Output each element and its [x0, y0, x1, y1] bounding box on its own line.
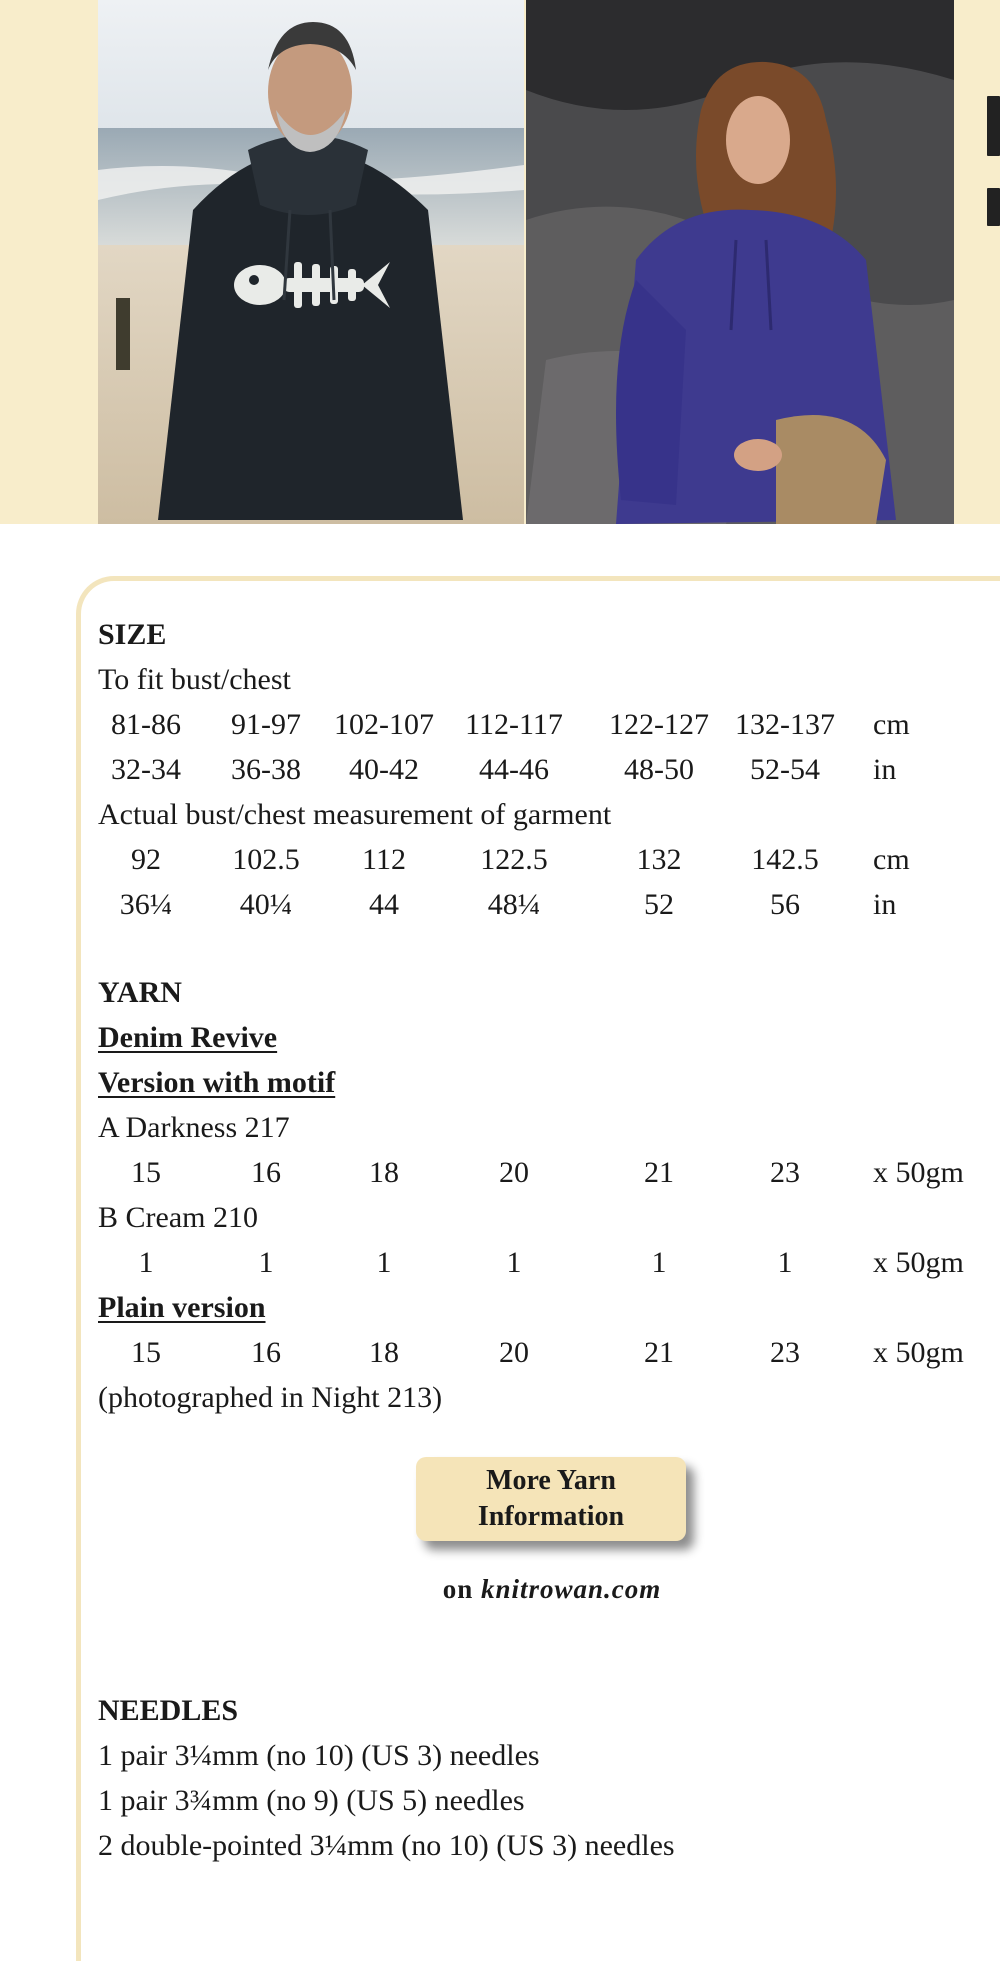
qty-value: 15: [131, 1156, 161, 1189]
qty-value: 15: [131, 1336, 161, 1369]
size-value: 44-46: [479, 753, 549, 786]
size-value: 81-86: [111, 708, 181, 741]
size-value: 52-54: [750, 753, 820, 786]
size-value: 102.5: [232, 843, 300, 876]
qty-value: 1: [506, 1246, 522, 1279]
size-heading: SIZE: [98, 618, 167, 651]
qty-value: 18: [369, 1156, 399, 1189]
unit-label: in: [873, 888, 897, 921]
title-fragment: [987, 96, 1000, 156]
size-value: 122.5: [480, 843, 548, 876]
needle-item: 1 pair 3¼mm (no 10) (US 3) needles: [98, 1739, 540, 1772]
photographed-note: (photographed in Night 213): [98, 1381, 443, 1414]
fit-in-row: [0, 750, 1000, 790]
qty-unit: x 50gm: [873, 1336, 964, 1369]
size-value: 40¼: [239, 888, 293, 921]
needle-item: 1 pair 3¾mm (no 9) (US 5) needles: [98, 1784, 525, 1817]
color-a-label: A Darkness 217: [98, 1111, 290, 1144]
actual-in-row: [0, 885, 1000, 925]
qty-value: 16: [251, 1156, 281, 1189]
unit-label: cm: [873, 843, 910, 876]
color-a-qty-row: [0, 1153, 1000, 1193]
qty-value: 1: [777, 1246, 793, 1279]
size-value: 52: [644, 888, 674, 921]
qty-value: 18: [369, 1336, 399, 1369]
actual-label: Actual bust/chest measurement of garment: [98, 798, 612, 831]
plain-qty-row: [0, 1333, 1000, 1373]
yarn-heading: YARN: [98, 976, 182, 1009]
more-yarn-info-button[interactable]: [416, 1457, 686, 1541]
color-b-label: B Cream 210: [98, 1201, 258, 1234]
site-prefix: on: [442, 1574, 474, 1604]
qty-value: 21: [644, 1156, 674, 1189]
qty-value: 1: [138, 1246, 154, 1279]
site-credit: [0, 1571, 1000, 1607]
yarn-name: Denim Revive: [98, 1021, 278, 1054]
qty-value: 16: [251, 1336, 281, 1369]
actual-cm-row: [0, 840, 1000, 880]
size-value: 48-50: [624, 753, 694, 786]
unit-label: in: [873, 753, 897, 786]
button-label-line-2: Information: [477, 1501, 625, 1532]
size-value: 102-107: [334, 708, 434, 741]
size-value: 112: [362, 843, 406, 876]
fit-label: To fit bust/chest: [98, 663, 291, 696]
qty-unit: x 50gm: [873, 1156, 964, 1189]
unit-label: cm: [873, 708, 910, 741]
size-value: 48¼: [487, 888, 541, 921]
size-value: 36¼: [119, 888, 173, 921]
size-value: 36-38: [231, 753, 301, 786]
qty-value: 1: [651, 1246, 667, 1279]
size-value: 92: [131, 843, 161, 876]
photo-woman-hoodie: [526, 0, 954, 524]
subtitle-fragment: [987, 188, 1000, 226]
qty-value: 1: [258, 1246, 274, 1279]
color-b-qty-row: [0, 1243, 1000, 1283]
site-link[interactable]: knitrowan.com: [480, 1574, 662, 1604]
size-value: 40-42: [349, 753, 419, 786]
fit-cm-row: [0, 705, 1000, 745]
button-label-line-1: More Yarn: [486, 1465, 616, 1496]
plain-version-heading: Plain version: [98, 1291, 266, 1324]
size-value: 44: [369, 888, 399, 921]
needles-heading: NEEDLES: [98, 1694, 239, 1727]
qty-value: 20: [499, 1156, 529, 1189]
size-value: 56: [770, 888, 800, 921]
qty-value: 21: [644, 1336, 674, 1369]
size-value: 112-117: [465, 708, 563, 741]
qty-value: 23: [770, 1336, 800, 1369]
qty-unit: x 50gm: [873, 1246, 964, 1279]
qty-value: 20: [499, 1336, 529, 1369]
size-value: 132: [636, 843, 682, 876]
qty-value: 23: [770, 1156, 800, 1189]
size-value: 91-97: [231, 708, 301, 741]
size-value: 142.5: [751, 843, 819, 876]
qty-value: 1: [376, 1246, 392, 1279]
size-value: 32-34: [111, 753, 181, 786]
size-value: 122-127: [609, 708, 709, 741]
size-value: 132-137: [735, 708, 835, 741]
motif-version-heading: Version with motif: [98, 1066, 336, 1099]
photo-man-hoodie: [98, 0, 524, 524]
needle-item: 2 double-pointed 3¼mm (no 10) (US 3) needles: [98, 1829, 675, 1862]
